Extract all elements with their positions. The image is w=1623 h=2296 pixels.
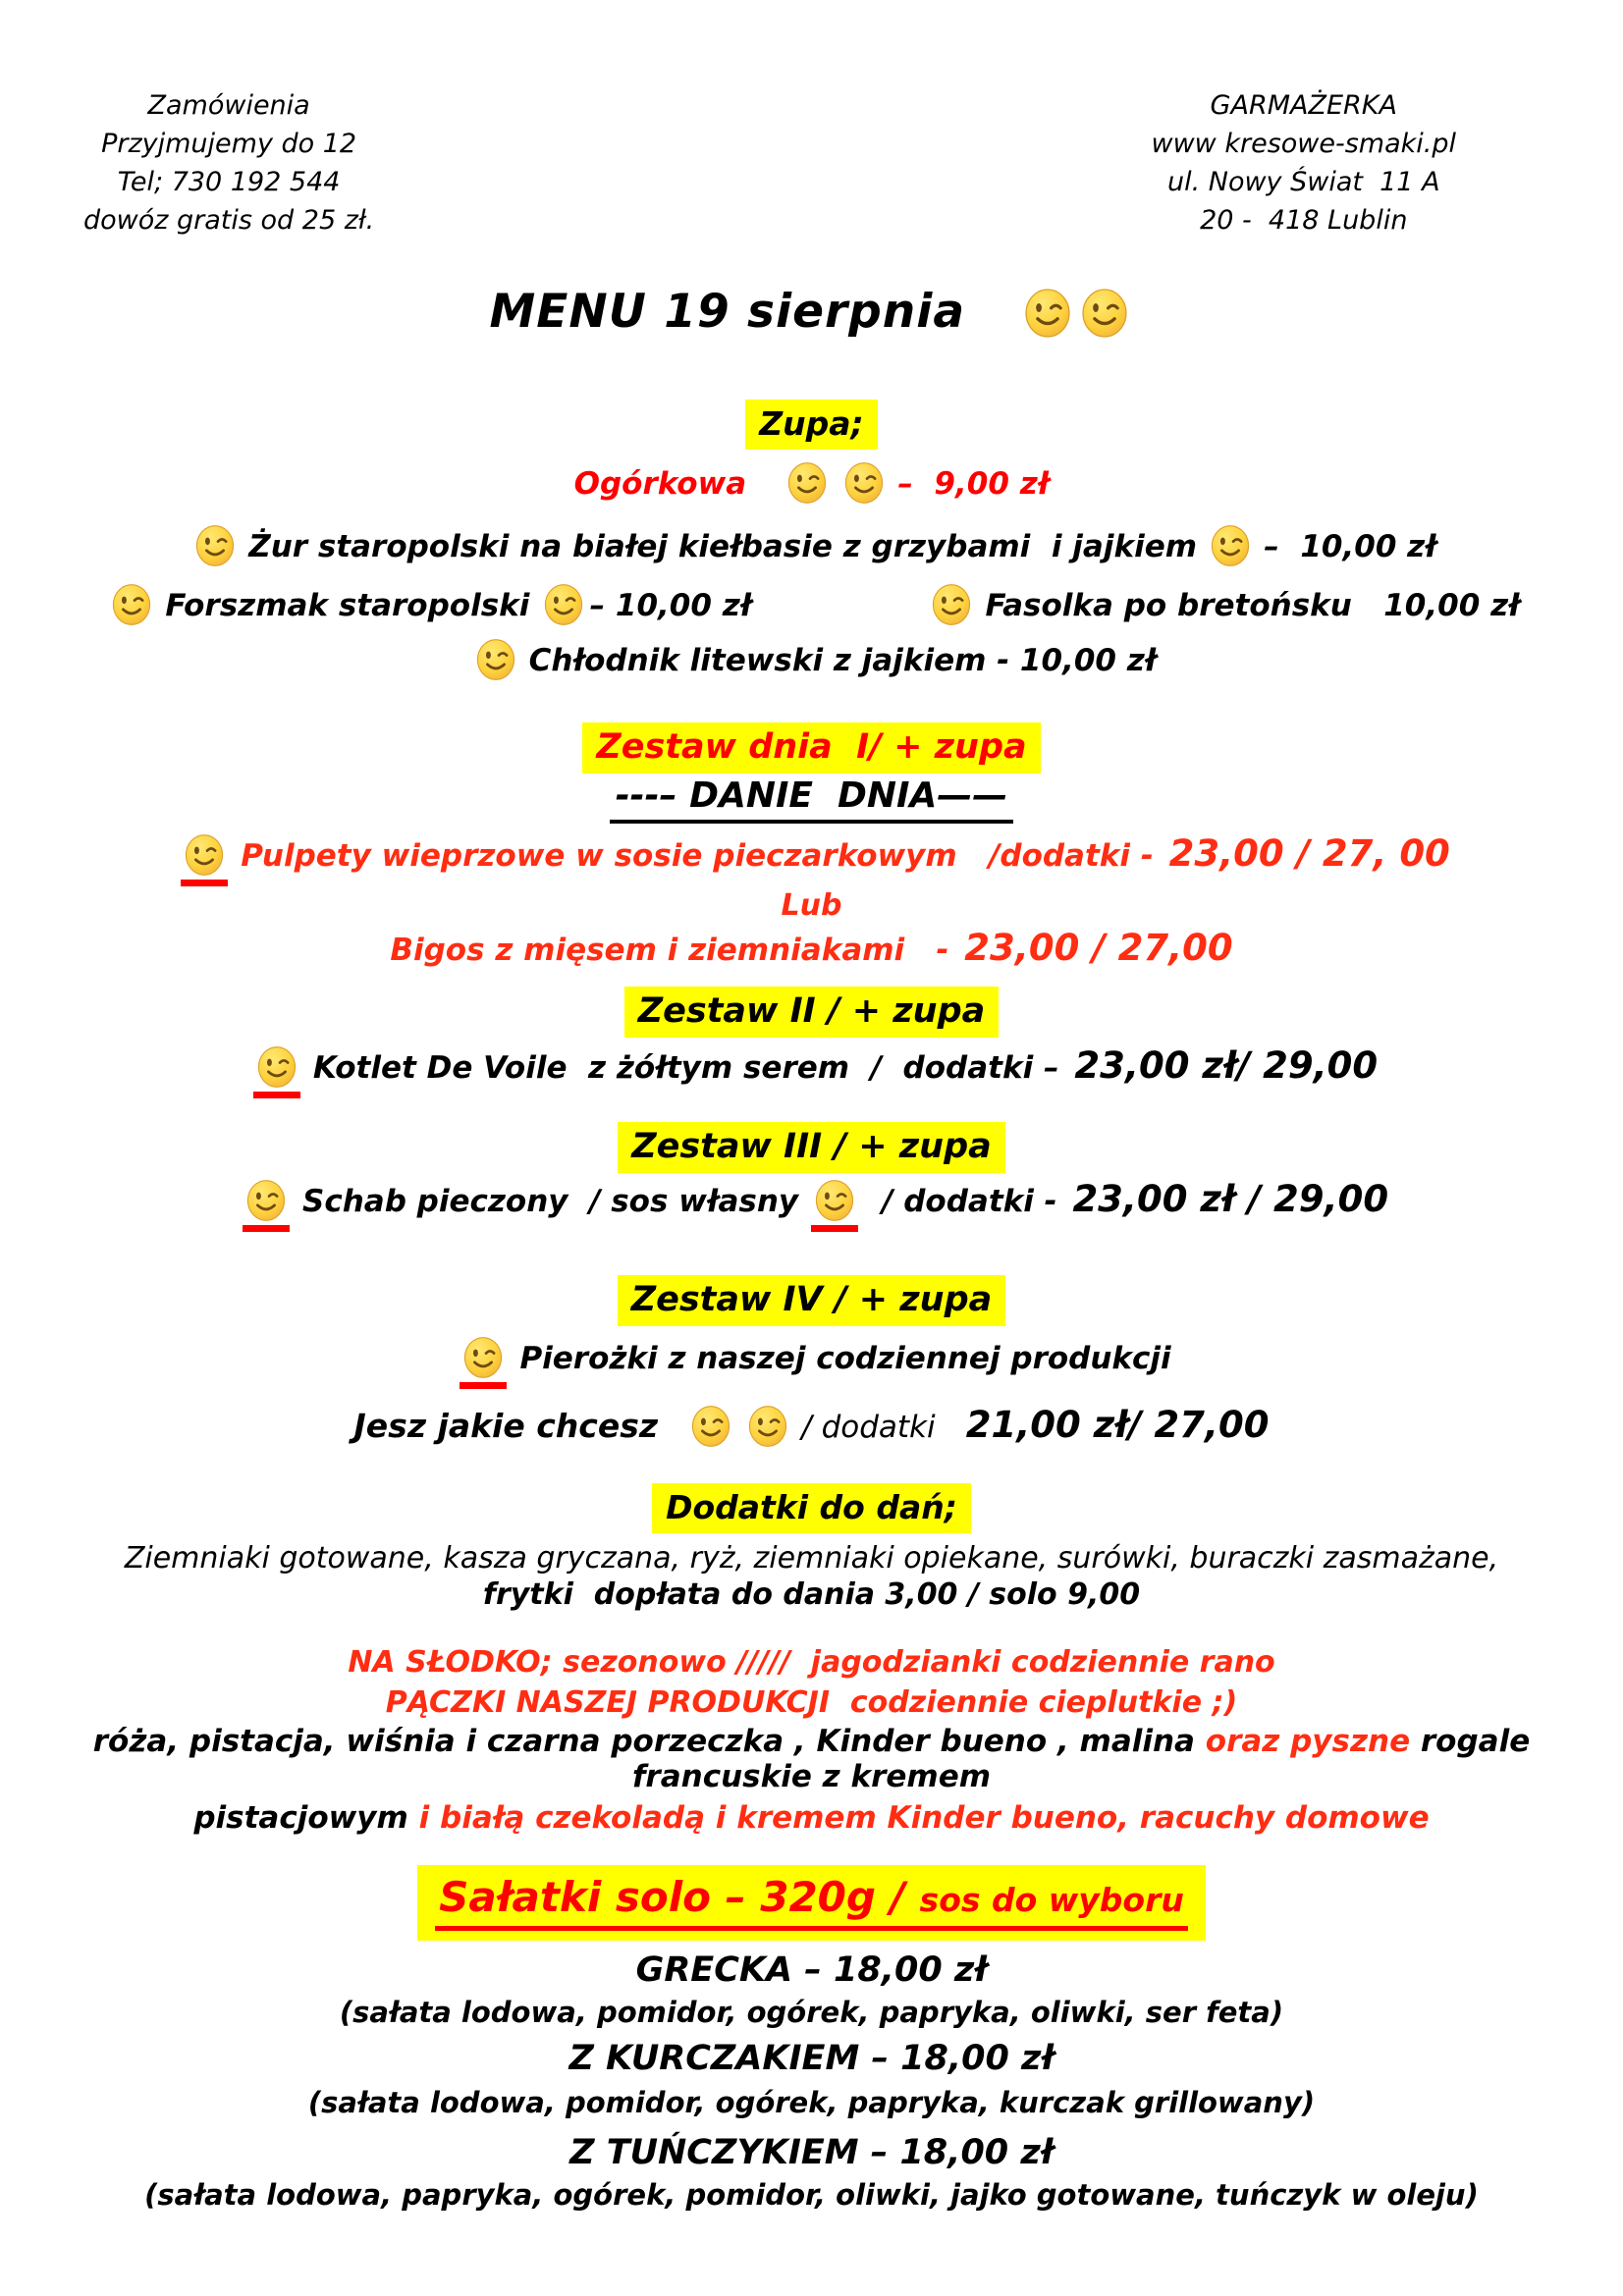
set3-item-mid: / dodatki - bbox=[871, 1184, 1068, 1219]
soup-item-chlodnik bbox=[0, 636, 1623, 683]
set1-or-line bbox=[0, 888, 1623, 923]
winking-face-emoji bbox=[244, 1177, 288, 1224]
sweets-flavors-red: oraz pyszne bbox=[1205, 1724, 1411, 1759]
winking-face-emoji bbox=[930, 581, 973, 628]
salad-name: GRECKA – 18,00 zł bbox=[635, 1950, 988, 1990]
set1-item-name: Pulpety wieprzowe w sosie pieczarkowym /dodatki - bbox=[241, 838, 1164, 874]
winking-face-emoji bbox=[474, 636, 517, 683]
winking-face-emoji bbox=[110, 581, 153, 628]
winking-face-emoji bbox=[183, 831, 226, 879]
set3-heading: Zestaw III / + zupa bbox=[618, 1122, 1005, 1173]
set1-subheading-line bbox=[0, 775, 1623, 824]
winking-face-emoji bbox=[255, 1043, 298, 1091]
set3-item-price: 23,00 zł / 29,00 bbox=[1072, 1178, 1389, 1220]
soup-item-name: Chłodnik litewski z jajkiem - 10,00 zł bbox=[528, 643, 1157, 678]
extras-heading: Dodatki do dań; bbox=[652, 1483, 971, 1533]
sweets-pistachio-red: i białą czekoladą i kremem Kinder bueno, racuchy domowe bbox=[418, 1800, 1430, 1836]
winking-face-emoji bbox=[1022, 286, 1073, 341]
winking-face-emoji bbox=[746, 1403, 789, 1450]
set2-heading-line bbox=[0, 987, 1623, 1038]
company-name: GARMAŻERKA bbox=[1210, 90, 1397, 121]
set4-item-name: Jesz jakie chcesz bbox=[353, 1407, 659, 1445]
winking-face-emoji bbox=[689, 1403, 732, 1450]
sweets-flavors-black: róża, pistacja, wiśnia i czarna porzeczka , Kinder bueno , malina bbox=[92, 1724, 1206, 1759]
set4-item-name: Pierożki z naszej codziennej produkcji bbox=[519, 1341, 1171, 1376]
soup-item-name: Fasolka po bretońsku 10,00 zł bbox=[985, 588, 1520, 623]
winking-face-emoji bbox=[193, 522, 237, 569]
header-company-info bbox=[1152, 86, 1456, 240]
company-city: 20 - 418 Lublin bbox=[1200, 205, 1408, 236]
salads-heading-box bbox=[417, 1865, 1206, 1941]
sweets-line-2 bbox=[0, 1685, 1623, 1720]
sweets-line-1 bbox=[0, 1645, 1623, 1680]
salads-heading bbox=[435, 1873, 1188, 1931]
salad-ingredients: (sałata lodowa, papryka, ogórek, pomidor, oliwki, jajko gotowane, tuńczyk w oleju) bbox=[144, 2178, 1479, 2212]
sweets-paczki: PĄCZKI NASZEJ PRODUKCJI codziennie cieplutkie ;) bbox=[385, 1685, 1238, 1720]
winking-face-emoji bbox=[461, 1334, 505, 1381]
salad-name: Z TUŃCZYKIEM – 18,00 zł bbox=[569, 2133, 1054, 2172]
orders-hours: Przyjmujemy do 12 bbox=[101, 129, 357, 159]
set1-subheading: ---– DANIE DNIA—— bbox=[610, 775, 1014, 824]
company-website: www kresowe-smaki.pl bbox=[1151, 129, 1456, 159]
winking-face-emoji bbox=[1209, 522, 1252, 569]
soup-item-ogorkowa bbox=[0, 459, 1623, 507]
set3-item-name: Schab pieczony / sos własny bbox=[302, 1184, 799, 1219]
set1-heading: Zestaw dnia I/ + zupa bbox=[582, 722, 1040, 774]
salad-ingredients: (sałata lodowa, pomidor, ogórek, papryka, kurczak grillowany) bbox=[307, 2086, 1316, 2119]
set2-item-price: 23,00 zł/ 29,00 bbox=[1074, 1044, 1379, 1087]
soup-items-row bbox=[0, 581, 1623, 628]
salad-desc-kurczak bbox=[0, 2086, 1623, 2119]
winking-face-emoji bbox=[542, 581, 585, 628]
sweets-line-3 bbox=[0, 1724, 1623, 1794]
set4-heading-line bbox=[0, 1275, 1623, 1326]
salad-item-grecka bbox=[0, 1950, 1623, 1990]
soup-heading: Zupa; bbox=[745, 400, 878, 450]
soup-item-forszmak bbox=[103, 581, 751, 628]
salad-name: Z KURCZAKIEM – 18,00 zł bbox=[568, 2039, 1055, 2078]
set1-item-bigos bbox=[0, 927, 1623, 969]
extras-fries: frytki dopłata do dania 3,00 / solo 9,00 bbox=[482, 1577, 1141, 1612]
set1-item-name: Bigos z mięsem i ziemniakami - bbox=[390, 933, 960, 968]
winking-face-emoji bbox=[842, 459, 886, 507]
soup-item-zur bbox=[0, 522, 1623, 569]
soup-item-fasolka bbox=[923, 581, 1519, 628]
sweets-flavors-black-2: rogale francuskie z kremem bbox=[631, 1724, 1542, 1794]
page-title: MENU 19 sierpnia bbox=[489, 285, 966, 339]
soup-item-name: Żur staropolski na białej kiełbasie z grzybami i jajkiem bbox=[248, 529, 1198, 564]
orders-delivery: dowóz gratis od 25 zł. bbox=[83, 205, 375, 236]
salads-heading-sub: sos do wyboru bbox=[919, 1881, 1184, 1919]
set4-item-pierozki bbox=[0, 1334, 1623, 1389]
salad-desc-tunczyk bbox=[0, 2178, 1623, 2212]
salad-desc-grecka bbox=[0, 1996, 1623, 2029]
soup-item-name: Ogórkowa bbox=[573, 466, 747, 502]
salad-item-tunczyk bbox=[0, 2133, 1623, 2172]
soup-item-name: Forszmak staropolski bbox=[165, 588, 530, 623]
orders-title: Zamówienia bbox=[147, 90, 310, 121]
extras-list-line bbox=[0, 1541, 1623, 1575]
soup-item-price: – 9,00 zł bbox=[897, 466, 1050, 502]
sweets-seasonal: NA SŁODKO; sezonowo ///// jagodzianki codziennie rano bbox=[348, 1645, 1275, 1680]
header-orders-info bbox=[83, 86, 374, 240]
extras-heading-line bbox=[0, 1483, 1623, 1533]
set2-heading: Zestaw II / + zupa bbox=[624, 987, 1000, 1038]
set3-item-schab bbox=[0, 1177, 1623, 1232]
soup-item-price: – 10,00 zł bbox=[589, 588, 752, 623]
winking-face-emoji bbox=[1079, 286, 1130, 341]
orders-phone: Tel; 730 192 544 bbox=[117, 167, 341, 197]
extras-list: Ziemniaki gotowane, kasza gryczana, ryż, ziemniaki opiekane, surówki, buraczki zasmażane, bbox=[124, 1541, 1499, 1575]
set1-heading-line bbox=[0, 722, 1623, 774]
company-street: ul. Nowy Świat 11 A bbox=[1166, 167, 1440, 197]
winking-face-emoji bbox=[785, 459, 829, 507]
soup-section-heading-line bbox=[0, 400, 1623, 450]
salads-heading-line bbox=[0, 1865, 1623, 1941]
set1-item-price: 23,00 / 27, 00 bbox=[1168, 832, 1450, 875]
set4-item-jesz bbox=[0, 1403, 1623, 1450]
menu-title-line bbox=[0, 285, 1623, 341]
set1-or-label: Lub bbox=[781, 888, 842, 923]
winking-face-emoji bbox=[813, 1177, 856, 1224]
extras-fries-line bbox=[0, 1577, 1623, 1612]
set3-heading-line bbox=[0, 1122, 1623, 1173]
sweets-line-4 bbox=[0, 1800, 1623, 1836]
sweets-pistachio-black: pistacjowym bbox=[193, 1800, 419, 1836]
set2-item-name: Kotlet De Voile z żółtym serem / dodatki – bbox=[312, 1050, 1070, 1086]
salads-heading-main: Sałatki solo – 320g / bbox=[439, 1873, 920, 1921]
salad-ingredients: (sałata lodowa, pomidor, ogórek, papryka, oliwki, ser feta) bbox=[339, 1996, 1284, 2029]
salad-item-kurczak bbox=[0, 2039, 1623, 2078]
set4-heading: Zestaw IV / + zupa bbox=[618, 1275, 1006, 1326]
set4-item-price: 21,00 zł/ 27,00 bbox=[965, 1404, 1270, 1446]
soup-item-price: – 10,00 zł bbox=[1264, 529, 1436, 564]
set1-item-price: 23,00 / 27,00 bbox=[964, 927, 1233, 969]
set2-item-kotlet bbox=[0, 1043, 1623, 1098]
set1-item-pulpety bbox=[0, 831, 1623, 886]
page-header bbox=[0, 0, 1623, 240]
set4-item-mid: / dodatki bbox=[801, 1410, 936, 1445]
